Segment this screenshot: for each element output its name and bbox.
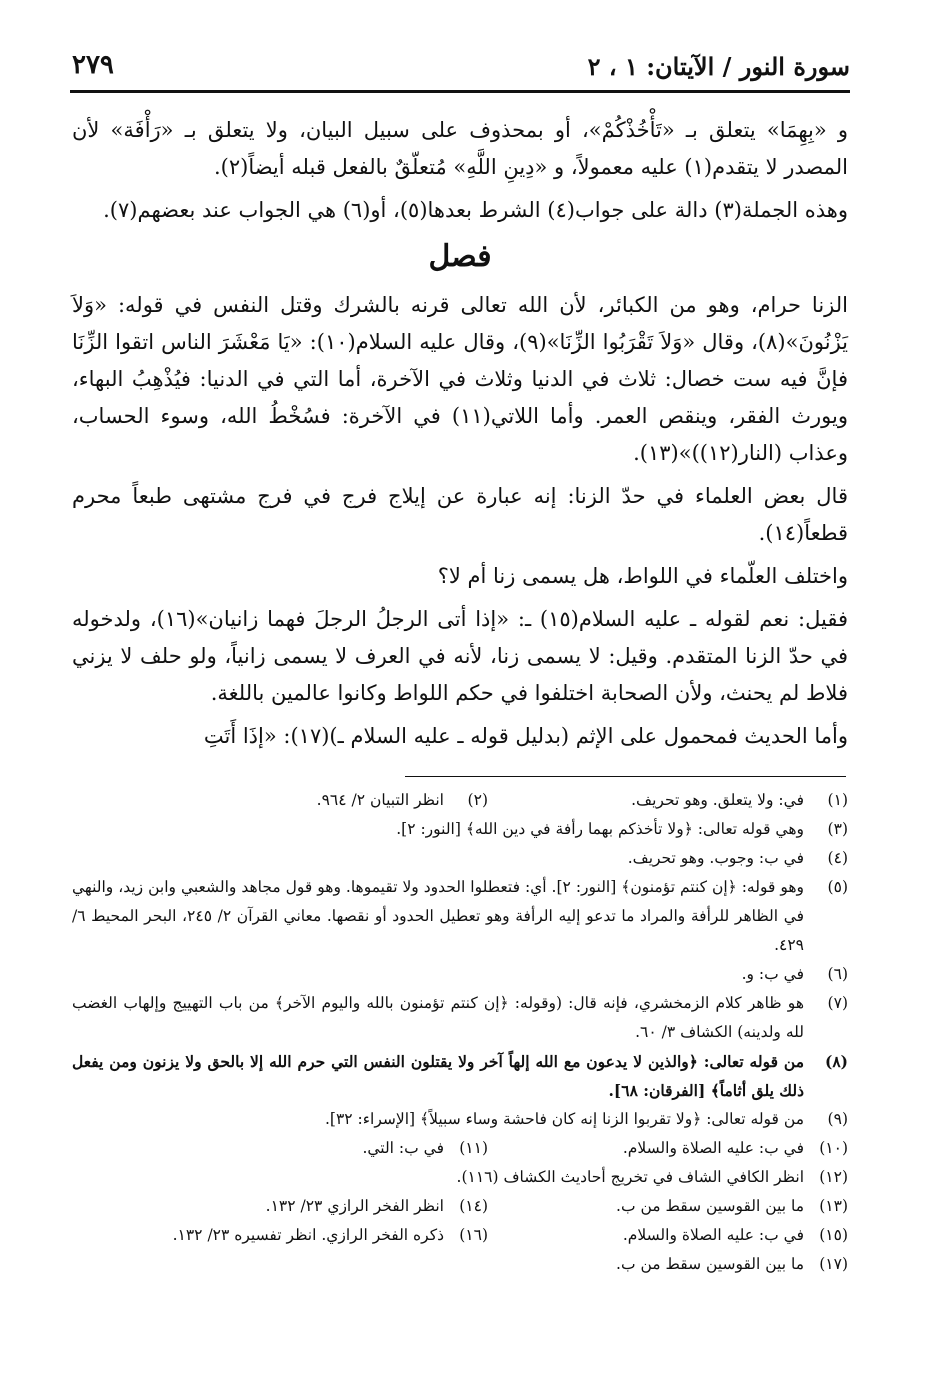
footnote-row [72, 786, 848, 815]
footnote-text: في ب: وجوب. وهو تحريف. [627, 849, 804, 867]
footnote [72, 844, 848, 873]
section-heading: فصل [428, 239, 492, 274]
footnote-text: في ب: التي. [362, 1139, 444, 1157]
footnote [72, 815, 848, 844]
main-text [72, 112, 848, 761]
footnote-text: في ب: عليه الصلاة والسلام. [622, 1139, 804, 1157]
footnote-number: (١) [827, 791, 848, 809]
footnote-text: في: ولا يتعلق. وهو تحريف. [631, 791, 804, 809]
footnote-number: (١٧) [819, 1255, 848, 1273]
running-title: سورة النور / الآيتان: ١ ، ٢ [587, 52, 850, 81]
footnote-text: انظر التبيان ٢/ ٩٦٤. [316, 791, 444, 809]
footnote-text: انظر الكافي الشاف في تخريج أحاديث الكشاف (١١٦). [456, 1168, 804, 1186]
footnote-number: (١٣) [819, 1197, 848, 1215]
footnote-number: (٧) [827, 994, 848, 1012]
footnote-row [72, 1221, 848, 1250]
footnote-rule [405, 776, 846, 777]
footnote-text: ما بين القوسين سقط من ب. [616, 1197, 804, 1215]
footnote [72, 873, 848, 960]
footnote-number: (١٥) [819, 1226, 848, 1244]
footnote-text: من قوله تعالى: ﴿ولا تقربوا الزنا إنه كان فاحشة وساء سبيلاً﴾ [الإسراء: ٣٢]. [324, 1110, 804, 1128]
footnote-number: (١٠) [819, 1139, 848, 1157]
paragraph-2: وهذه الجملة(٣) دالة على جواب(٤) الشرط بعدها(٥)، أو(٦) هي الجواب عند بعضهم(٧). [103, 198, 848, 222]
footnote-number: (٤) [827, 849, 848, 867]
footnotes [72, 786, 848, 1279]
paragraph-6: فقيل: نعم لقوله ـ عليه السلام(١٥) ـ: «إذا أتى الرجلُ الرجلَ فهما زانيان»(١٦)، ولدخوله في حدّ الزنا المتقدم. وقيل: لا يسمى زنا، لأنه في العرف لا يسمى زانياً، ولو حلف لا يزني فلاط لم يحنث، ولأن الصحابة اختلفوا في حكم اللواط وكانوا عالمين باللغة. [72, 607, 848, 705]
footnote-number: (١٦) [459, 1226, 488, 1244]
page-number: ٢٧٩ [72, 50, 114, 80]
footnote-row [72, 1134, 848, 1163]
footnote-number: (٩) [827, 1110, 848, 1128]
footnote-number: (٨) [824, 1052, 848, 1071]
footnote-number: (٦) [827, 965, 848, 983]
footnote-number: (١٤) [459, 1197, 488, 1215]
footnote-row [72, 1192, 848, 1221]
footnote-number: (١١) [459, 1139, 488, 1157]
paragraph-5: واختلف العلّماء في اللواط، هل يسمى زنا أم لا؟ [437, 564, 848, 588]
page-header [70, 46, 850, 96]
footnote [72, 1163, 848, 1192]
footnote-text: وهو قوله: ﴿إن كنتم تؤمنون﴾ [النور: ٢]. أي: فتعطلوا الحدود ولا تقيموها. وهو قول مجاهد والشعبي وابن زيد، والنهي في الظاهر للرأفة والمراد ما تدعو إليه الرأفة وهو تعطيل الحدود أو نقصها. معاني القرآن ٢/ ٢٤٥، البحر المحيط ٦/ ٤٢٩. [72, 878, 805, 954]
footnote-number: (٥) [827, 878, 848, 896]
footnote [72, 1105, 848, 1134]
footnote [72, 1250, 848, 1279]
paragraph-3: الزنا حرام، وهو من الكبائر، لأن الله تعالى قرنه بالشرك وقتل النفس في قوله: «وَلاَ يَزْنُونَ»(٨)، وقال «وَلاَ تَقْرَبُوا الزِّنَا»(٩)، وقال عليه السلام(١٠): «يَا مَعْشَرَ الناس اتقوا الزِّنَا فإنَّ فيه ست خصال: ثلاث في الدنيا وثلاث في الآخرة، أما التي في الدنيا: فيُذْهِبُ البهاء، ويورث الفقر، وينقص العمر. وأما اللاتي(١١) في الآخرة: فسُخْطُ الله، وسوء الحساب، وعذاب (النار(١٢))»(١٣). [72, 293, 849, 465]
footnote-text: هو ظاهر كلام الزمخشري، فإنه قال: (وقوله: ﴿إن كنتم تؤمنون بالله واليوم الآخر﴾ من باب التهييج وإلهاب الغضب لله ولدينه) الكشاف ٣/ ٦٠. [72, 994, 804, 1041]
footnote-text: ذكره الفخر الرازي. انظر تفسيره ٢٣/ ١٣٢. [172, 1226, 444, 1244]
footnote [72, 989, 848, 1047]
paragraph-1: و «بِهِمَا» يتعلق بـ «تَأْخُذْكُمْ»، أو بمحذوف على سبيل البيان، ولا يتعلق بـ «رَأْفَة» لأن المصدر لا يتقدم(١) عليه معمولاً، و «دِينِ اللَّهِ» مُتعلّقٌ بالفعل قبله أيضاً(٢). [72, 118, 848, 179]
paragraph-4: قال بعض العلماء في حدّ الزنا: إنه عبارة عن إيلاج فرج في فرج مشتهى طبعاً محرم قطعاً(١٤). [72, 484, 848, 545]
footnote-text: في ب: و. [741, 965, 804, 983]
footnote-number: (٢) [467, 791, 488, 809]
header-rule [70, 90, 850, 93]
footnote-number: (٣) [827, 820, 848, 838]
paragraph-7: وأما الحديث فمحمول على الإثم (بدليل قوله ـ عليه السلام ـ)(١٧): «إذَا أَتَتِ [203, 724, 848, 748]
footnote [72, 1047, 848, 1105]
footnote-number: (١٢) [819, 1168, 848, 1186]
footnote-text: من قوله تعالى: ﴿والذين لا يدعون مع الله إلهاً آخر ولا يقتلون النفس التي حرم الله إلا بالحق ولا يزنون ومن يفعل ذلك يلق أثاماً﴾ [الفرقان: ٦٨]. [72, 1052, 804, 1100]
footnote-text: في ب: عليه الصلاة والسلام. [622, 1226, 804, 1244]
footnote-text: انظر الفخر الرازي ٢٣/ ١٣٢. [265, 1197, 444, 1215]
footnote-text: ما بين القوسين سقط من ب. [616, 1255, 804, 1273]
footnote [72, 960, 848, 989]
footnote-text: وهي قوله تعالى: ﴿ولا تأخذكم بهما رأفة في دين الله﴾ [النور: ٢]. [396, 820, 804, 838]
